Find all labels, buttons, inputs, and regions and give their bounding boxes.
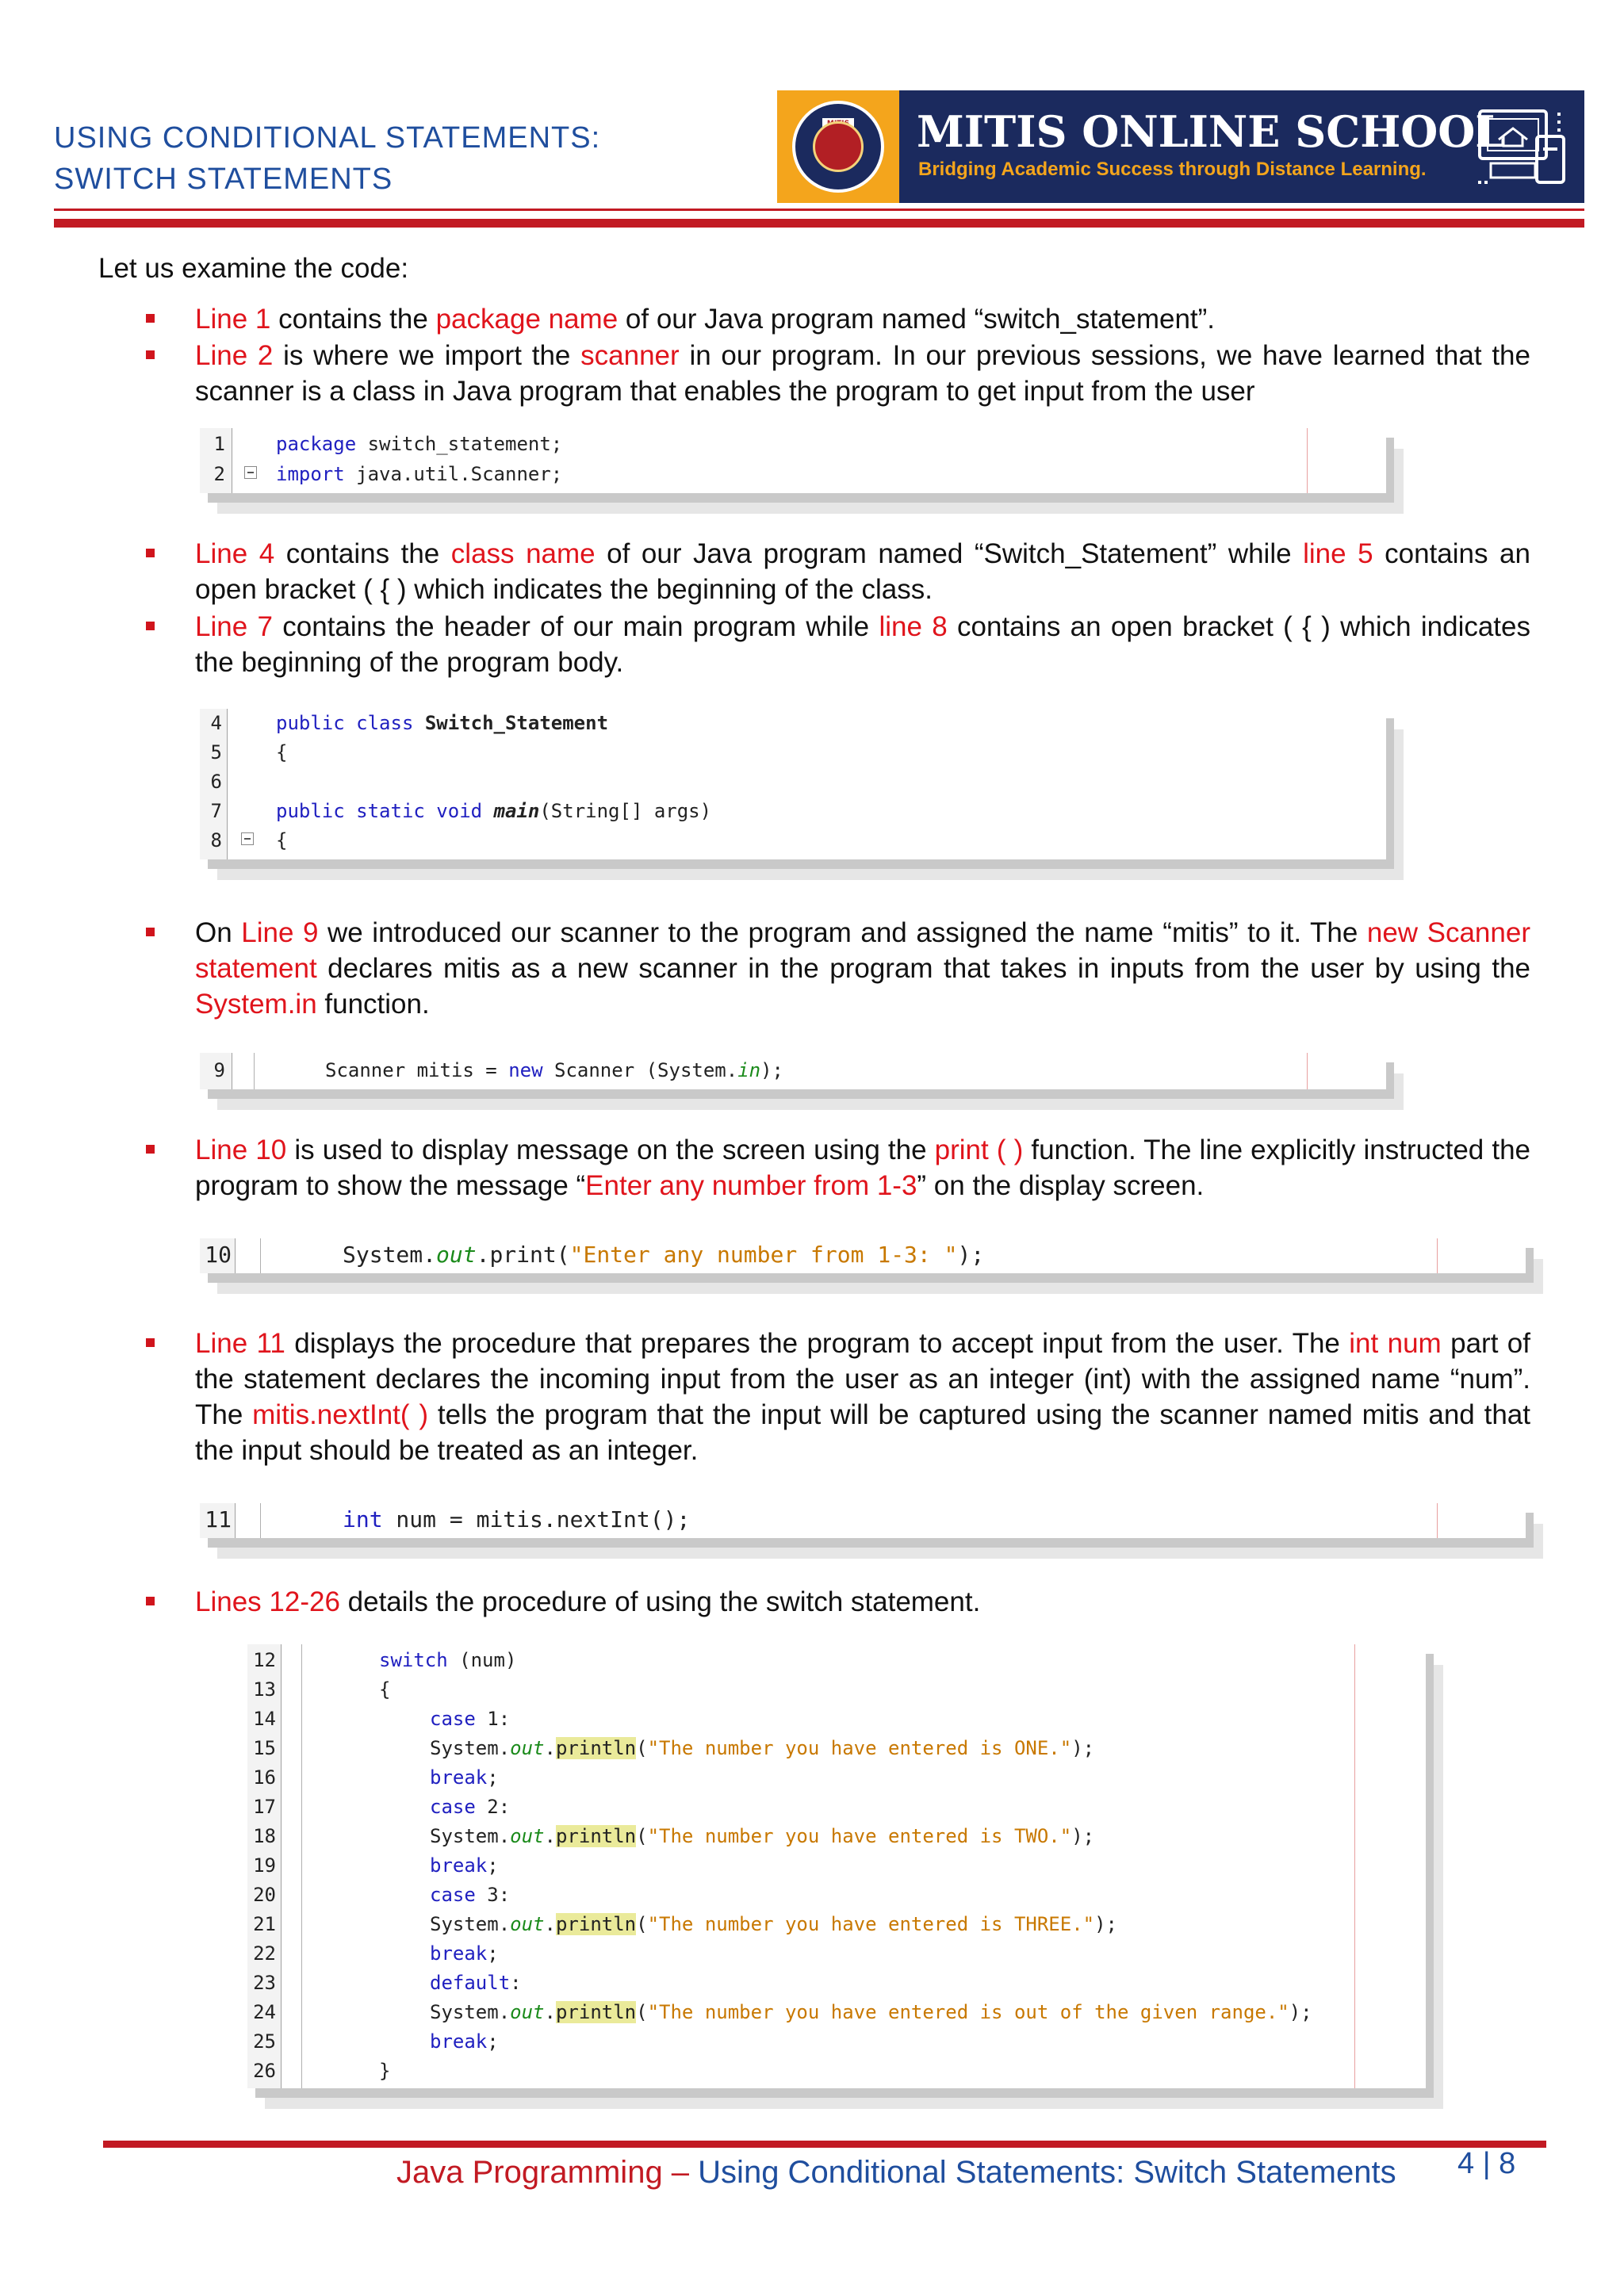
- code-line: }: [379, 2060, 391, 2082]
- fold-guide: [301, 1644, 302, 2088]
- line-number: 20: [253, 1884, 276, 1906]
- collapse-icon[interactable]: [244, 466, 257, 479]
- line-number: 5: [210, 741, 222, 763]
- title-line-2: SWITCH STATEMENTS: [54, 163, 393, 196]
- code-line: public class Switch_Statement: [276, 712, 609, 734]
- intro-text: Let us examine the code:: [98, 253, 409, 284]
- line-number: 2: [213, 463, 225, 485]
- line-number: 18: [253, 1825, 276, 1847]
- code-snippet-line-10: [200, 1238, 1526, 1273]
- code-snippet-lines-4-8: [200, 709, 1386, 859]
- code-line: break;: [430, 2030, 499, 2053]
- bullet-line-9: On Line 9 we introduced our scanner to the program and assigned the name “mitis” to it. The new Scanner statement declares mitis as a new scanner in the program that takes in inputs from the user by using the System.in function.: [195, 917, 1530, 1020]
- line-number: 7: [210, 800, 222, 822]
- computer-learning-icon: [1475, 105, 1570, 189]
- line-number: 13: [253, 1678, 276, 1701]
- fold-guide: [260, 1238, 261, 1273]
- document-title: [54, 117, 768, 200]
- code-line: public static void main(String[] args): [276, 800, 712, 822]
- line-number: 19: [253, 1854, 276, 1877]
- seal-crest-icon: [813, 121, 864, 172]
- bullet-line-2: Line 2 is where we import the scanner in our program. In our previous sessions, we have learned that the scanner is a class in Java program that enables the program to get input from the user: [195, 340, 1530, 407]
- line-number: 6: [210, 771, 222, 793]
- footer-text: Java Programming – Using Conditional Statements: Switch Statements: [396, 2155, 1396, 2190]
- code-snippet-lines-1-2: [200, 428, 1386, 493]
- line-number: 15: [253, 1737, 276, 1759]
- line-number: 26: [253, 2060, 276, 2082]
- bullet-marker: [146, 350, 154, 358]
- page-number: 4 | 8: [1457, 2147, 1516, 2180]
- margin-line: [1307, 1053, 1308, 1089]
- logo-seal-panel: [777, 90, 899, 203]
- header-rule-thin: [54, 209, 1584, 211]
- school-seal-icon: [792, 101, 884, 193]
- line-number: 21: [253, 1913, 276, 1935]
- line-number: 1: [213, 433, 225, 455]
- fold-guide: [254, 1053, 255, 1089]
- bullet-line-1: Line 1 contains the package name of our Java program named “switch_statement”.: [195, 304, 1216, 335]
- line-number: 23: [253, 1972, 276, 1994]
- code-line: int num = mitis.nextInt();: [343, 1506, 691, 1533]
- line-number: 10: [205, 1242, 232, 1268]
- line-number: 9: [213, 1059, 225, 1081]
- line-number: 12: [253, 1649, 276, 1671]
- margin-line: [1437, 1503, 1438, 1538]
- header-rule-thick: [54, 219, 1584, 228]
- line-number: 24: [253, 2001, 276, 2023]
- code-snippet-lines-12-26: [247, 1644, 1426, 2088]
- line-number: 11: [205, 1506, 232, 1533]
- school-name: MITIS ONLINE SCHOOL: [917, 106, 1506, 157]
- bullet-marker: [146, 1597, 154, 1605]
- code-line: package switch_statement;: [276, 433, 563, 455]
- line-number: 17: [253, 1796, 276, 1818]
- margin-line: [1354, 1644, 1355, 2088]
- bullet-lines-12-26: Lines 12-26 details the procedure of using the switch statement.: [195, 1586, 981, 1617]
- footer-rule: [103, 2141, 1546, 2148]
- code-line: case 1:: [430, 1708, 511, 1730]
- code-line: default:: [430, 1972, 522, 1994]
- school-logo-banner: [777, 90, 1584, 203]
- bullet-line-10: Line 10 is used to display message on the screen using the print ( ) function. The line explicitly instructed the program to show the message “Enter any number from 1-3” on the display screen.: [195, 1135, 1531, 1201]
- line-number: 25: [253, 2030, 276, 2053]
- line-number: 14: [253, 1708, 276, 1730]
- code-line: {: [379, 1678, 391, 1701]
- bullet-marker: [146, 314, 154, 322]
- bullet-line-7: Line 7 contains the header of our main program while line 8 contains an open bracket ( { ) which indicates the beginning of the program body.: [195, 611, 1530, 678]
- line-number: 8: [210, 829, 222, 851]
- code-line: import java.util.Scanner;: [276, 463, 563, 485]
- line-number: 4: [210, 712, 222, 734]
- code-line: case 3:: [430, 1884, 511, 1906]
- code-line: Scanner mitis = new Scanner (System.in);: [325, 1059, 783, 1081]
- code-line: break;: [430, 1766, 499, 1789]
- school-tagline: Bridging Academic Success through Distance Learning.: [918, 159, 1427, 180]
- code-line: case 2:: [430, 1796, 511, 1818]
- code-line: System.out.print("Enter any number from 1-3: ");: [343, 1242, 985, 1268]
- bullet-line-4: Line 4 contains the class name of our Java program named “Switch_Statement” while line 5 contains an open bracket ( { ) which indicates the beginning of the class.: [195, 538, 1530, 605]
- bullet-line-11: Line 11 displays the procedure that prepares the program to accept input from the user. The int num part of the statement declares the incoming input from the user as an integer (int) with the assigned name “num”. The mitis.nextInt( ) tells the program that the input will be captured using the scanner named mitis and that the input should be treated as an integer.: [195, 1328, 1530, 1466]
- code-line: System.out.println("The number you have entered is THREE.");: [430, 1913, 1118, 1935]
- code-line: System.out.println("The number you have entered is ONE.");: [430, 1737, 1095, 1759]
- margin-line: [1437, 1238, 1438, 1273]
- code-line: break;: [430, 1942, 499, 1965]
- margin-line: [1307, 428, 1308, 493]
- code-line: System.out.println("The number you have entered is TWO.");: [430, 1825, 1095, 1847]
- bullet-marker: [146, 1145, 154, 1153]
- collapse-icon[interactable]: [241, 832, 254, 845]
- code-line: break;: [430, 1854, 499, 1877]
- bullet-marker: [146, 622, 154, 629]
- fold-guide: [260, 1503, 261, 1538]
- code-line: switch (num): [379, 1649, 517, 1671]
- code-line: {: [276, 829, 288, 851]
- code-line: System.out.println("The number you have entered is out of the given range.");: [430, 2001, 1312, 2023]
- code-snippet-line-9: [200, 1053, 1386, 1089]
- code-line: {: [276, 741, 288, 763]
- line-number: 22: [253, 1942, 276, 1965]
- bullet-marker: [146, 928, 154, 936]
- bullet-marker: [146, 1338, 154, 1346]
- code-snippet-line-11: [200, 1503, 1526, 1538]
- title-line-1: USING CONDITIONAL STATEMENTS:: [54, 121, 601, 155]
- line-number: 16: [253, 1766, 276, 1789]
- bullet-marker: [146, 549, 154, 557]
